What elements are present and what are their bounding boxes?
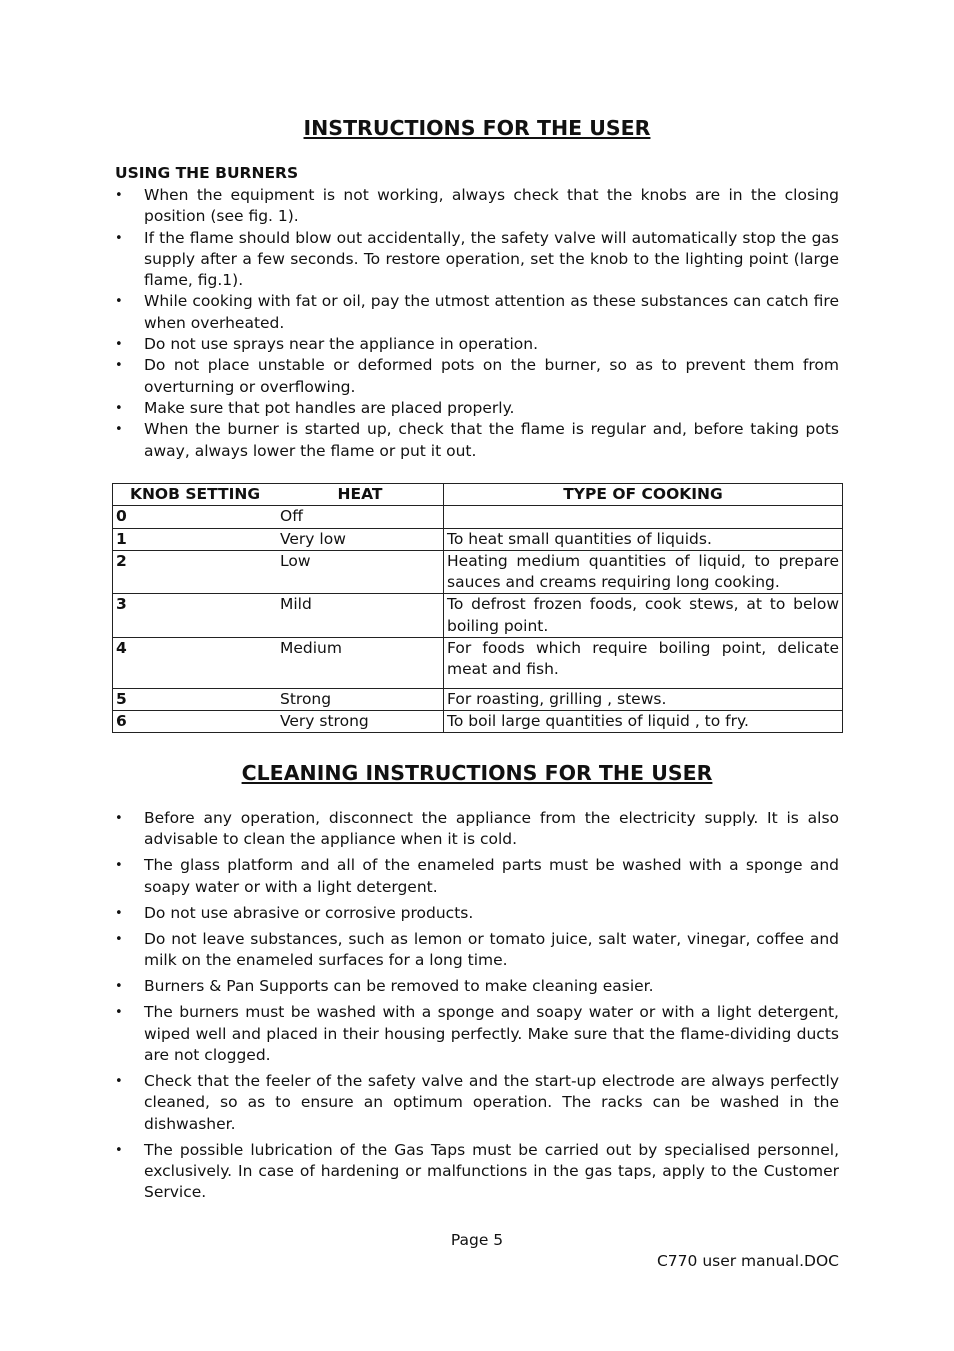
- page-number: Page 5: [450, 1231, 504, 1249]
- knob-value: 2: [113, 550, 278, 594]
- cooking-value: Heating medium quantities of liquid, to prepare sauces and creams requiring long cooking.: [444, 550, 843, 594]
- heat-value: Mild: [277, 594, 444, 638]
- bullet-icon: •: [115, 811, 123, 826]
- list-item: [112, 419, 839, 462]
- list-item-text: Check that the feeler of the safety valve and the start-up electrode are always perfectly cleaned, so as to ensure an optimum operation. The racks can be washed in the dishwasher.: [144, 1072, 839, 1133]
- list-item: [112, 929, 839, 972]
- cooking-value: [444, 506, 843, 528]
- cleaning-instructions-list: [112, 808, 839, 1208]
- list-item: [112, 398, 839, 419]
- document-name: C770 user manual.DOC: [656, 1252, 839, 1270]
- knob-value: 4: [113, 638, 278, 689]
- burners-heading: USING THE BURNERS: [115, 164, 299, 182]
- bullet-icon: •: [115, 230, 123, 246]
- bullet-icon: •: [115, 188, 123, 203]
- cooking-value: To boil large quantities of liquid , to fry.: [444, 710, 843, 732]
- list-item-text: Burners & Pan Supports can be removed to make cleaning easier.: [144, 977, 654, 996]
- heat-value: Very low: [277, 528, 444, 550]
- cooking-value: For foods which require boiling point, delicate meat and fish.: [444, 638, 843, 689]
- heat-value: Low: [277, 550, 444, 594]
- list-item-text: When the burner is started up, check that the flame is regular and, before taking pots away, always lower the flame or put it out.: [144, 420, 839, 460]
- burner-instructions-list: [112, 185, 839, 462]
- list-item: [112, 808, 839, 851]
- list-item-text: While cooking with fat or oil, pay the utmost attention as these substances can catch fire when overheated.: [144, 292, 839, 332]
- knob-value: 1: [113, 528, 278, 550]
- list-item-text: Do not leave substances, such as lemon or tomato juice, salt water, vinegar, coffee and milk on the enameled surfaces for a long time.: [144, 929, 839, 970]
- bullet-icon: •: [115, 422, 123, 438]
- list-item: [112, 903, 839, 924]
- header-knob-setting: KNOB SETTING: [113, 484, 278, 506]
- list-item: [112, 291, 839, 334]
- cleaning-title: CLEANING INSTRUCTIONS FOR THE USER: [241, 761, 713, 785]
- heat-value: Strong: [277, 688, 444, 710]
- list-item: [112, 355, 839, 398]
- table-row: [113, 550, 843, 594]
- bullet-icon: •: [115, 931, 123, 947]
- bullet-icon: •: [115, 979, 123, 995]
- table-row: [113, 594, 843, 638]
- cooking-value: For roasting, grilling , stews.: [444, 688, 843, 710]
- list-item-text: Do not place unstable or deformed pots on the burner, so as to prevent them from overturning or overflowing.: [144, 356, 839, 396]
- list-item-text: Before any operation, disconnect the appliance from the electricity supply. It is also advisable to clean the appliance when it is cold.: [144, 809, 839, 849]
- bullet-icon: •: [115, 294, 123, 310]
- heat-value: Medium: [277, 638, 444, 689]
- cooking-value: To heat small quantities of liquids.: [444, 528, 843, 550]
- list-item-text: The glass platform and all of the enameled parts must be washed with a sponge and soapy water or with a light detergent.: [144, 856, 839, 896]
- list-item-text: Do not use abrasive or corrosive products.: [144, 903, 474, 922]
- knob-value: 5: [113, 688, 278, 710]
- list-item: [112, 1071, 839, 1135]
- list-item-text: Make sure that pot handles are placed properly.: [144, 398, 515, 417]
- list-item: [112, 1140, 839, 1204]
- table-row: [113, 688, 843, 710]
- header-type-of-cooking: TYPE OF COOKING: [444, 484, 843, 506]
- knob-setting-table: [112, 483, 843, 733]
- list-item-text: The burners must be washed with a sponge and soapy water or with a light detergent, wiped well and placed in their housing perfectly. Make sure that the flame-dividing ducts are not clogged.: [144, 1003, 839, 1064]
- heat-value: Off: [277, 506, 444, 528]
- heat-value: Very strong: [277, 710, 444, 732]
- list-item-text: The possible lubrication of the Gas Taps must be carried out by specialised personnel, exclusively. In case of hardening or malfunctions in the gas taps, apply to the Customer Service.: [144, 1140, 839, 1202]
- knob-value: 6: [113, 710, 278, 732]
- table-header-row: [113, 484, 843, 506]
- list-item: [112, 185, 839, 228]
- list-item-text: If the flame should blow out accidentally, the safety valve will automatically stop the gas supply after a few seconds. To restore operation, set the knob to the lighting point (large flame, fig.1).: [144, 228, 839, 290]
- bullet-icon: •: [115, 1074, 123, 1090]
- list-item-text: When the equipment is not working, always check that the knobs are in the closing position (see fig. 1).: [144, 186, 839, 226]
- bullet-icon: •: [115, 400, 123, 416]
- list-item: [112, 976, 839, 997]
- list-item: [112, 1002, 839, 1066]
- table-row: [113, 528, 843, 550]
- list-item: [112, 228, 839, 292]
- page-title: INSTRUCTIONS FOR THE USER: [303, 116, 651, 140]
- table-row: [113, 638, 843, 689]
- table-row: [113, 710, 843, 732]
- cooking-value: To defrost frozen foods, cook stews, at to below boiling point.: [444, 594, 843, 638]
- table-row: [113, 506, 843, 528]
- list-item: [112, 334, 839, 355]
- bullet-icon: •: [115, 1142, 123, 1158]
- bullet-icon: •: [115, 905, 123, 921]
- bullet-icon: •: [115, 858, 123, 874]
- bullet-icon: •: [115, 1005, 123, 1021]
- knob-value: 0: [113, 506, 278, 528]
- knob-value: 3: [113, 594, 278, 638]
- header-heat: HEAT: [277, 484, 444, 506]
- bullet-icon: •: [115, 337, 123, 353]
- list-item: [112, 855, 839, 898]
- list-item-text: Do not use sprays near the appliance in operation.: [144, 335, 539, 354]
- bullet-icon: •: [115, 358, 123, 374]
